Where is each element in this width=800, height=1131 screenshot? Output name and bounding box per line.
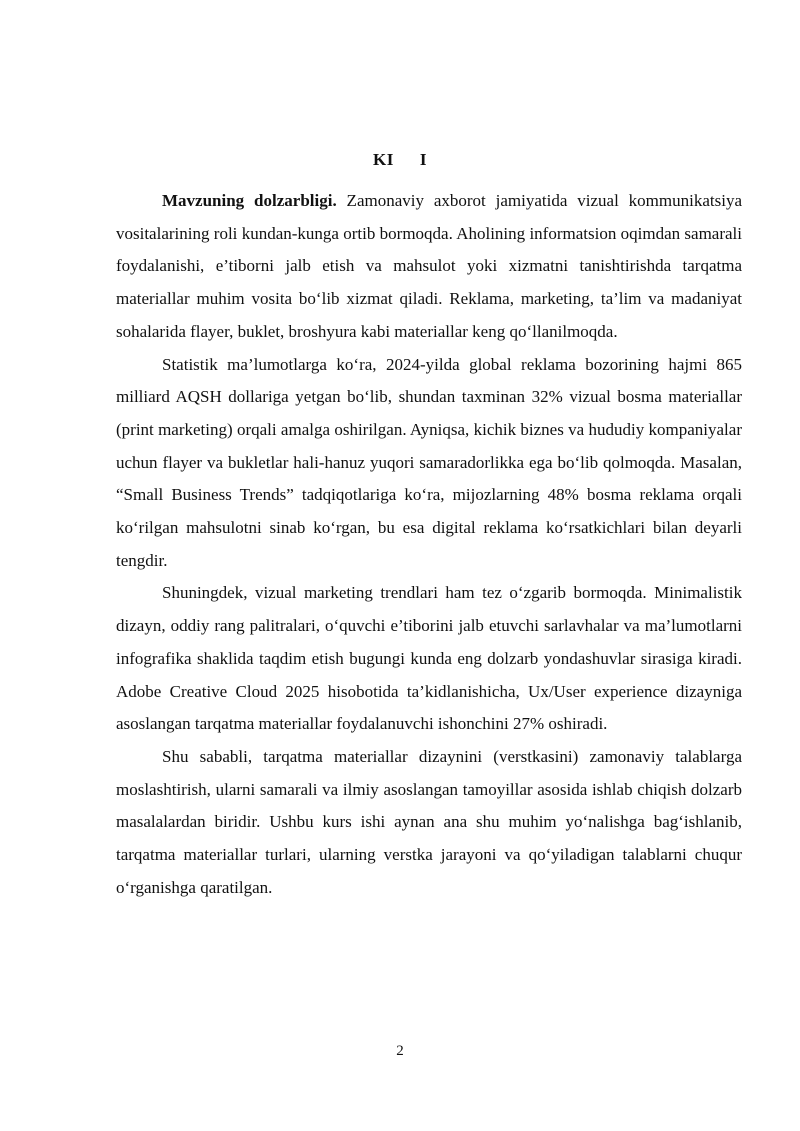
body-text [116, 185, 742, 904]
heading-part-2: I [419, 150, 427, 169]
paragraph-trends: Shuningdek, vizual marketing trendlari ham tez o‘zgarib bormoqda. Minimalistik dizayn, oddiy rang palitralari, o‘quvchi e’tiborini jalb etuvchi sarlavhalar va ma’lumotlarni infografika shaklida taqdim etish bugungi kunda eng dolzarb yondashuvlar sirasiga kiradi. Adobe Creative Cloud 2025 hisobotida ta’kidlanishicha, Ux/User experience dizayniga asoslangan tarqatma materiallar foydalanuvchi ishonchini 27% oshiradi. [116, 583, 742, 734]
paragraph-text: Zamonaviy axborot jamiyatida vizual kommunikatsiya vositalarining roli kundan-kunga ortib bormoqda. Aholining informatsion oqimdan samarali foydalanishi, e’tiborni jalb etish va mahsulot yoki xizmatni tanishtirishda tarqatma materiallar muhim vosita bo‘lib xizmat qiladi. Reklama, marketing, ta’lim va madaniyat sohalarida flayer, buklet, broshyura kabi materiallar keng qo‘llanilmoqda. [116, 191, 742, 341]
heading-part-1: KI [373, 150, 394, 169]
page-number: 2 [396, 1043, 404, 1059]
paragraph-relevance [116, 185, 742, 349]
paragraph-statistics: Statistik ma’lumotlarga ko‘ra, 2024-yilda global reklama bozorining hajmi 865 milliard AQSH dollariga yetgan bo‘lib, shundan taxminan 32% vizual bosma materiallar (print marketing) orqali amalga oshirilgan. Ayniqsa, kichik biznes va hududiy kompaniyalar uchun flayer va bukletlar hali-hanuz yuqori samaradorlikka ega bo‘lib qolmoqda. Masalan, “Small Business Trends” tadqiqotlariga ko‘ra, mijozlarning 48% bosma reklama orqali ko‘rilgan mahsulotni sinab ko‘rgan, bu esa digital reklama ko‘rsatkichlari bilan deyarli tengdir. [116, 354, 742, 570]
paragraph-conclusion: Shu sababli, tarqatma materiallar dizaynini (verstkasini) zamonaviy talablarga moslashtirish, ularni samarali va ilmiy asoslangan tamoyillar asosida ishlab chiqish dolzarb masalalardan biridir. Ushbu kurs ishi aynan ana shu muhim yo‘nalishga bag‘ishlanib, tarqatma materiallar turlari, ularning verstka jarayoni va qo‘yiladigan talablarni chuqur o‘rganishga qaratilgan. [116, 746, 742, 897]
section-heading [0, 150, 800, 170]
paragraph-lead: Mavzuning dolzarbligi. [162, 191, 337, 210]
